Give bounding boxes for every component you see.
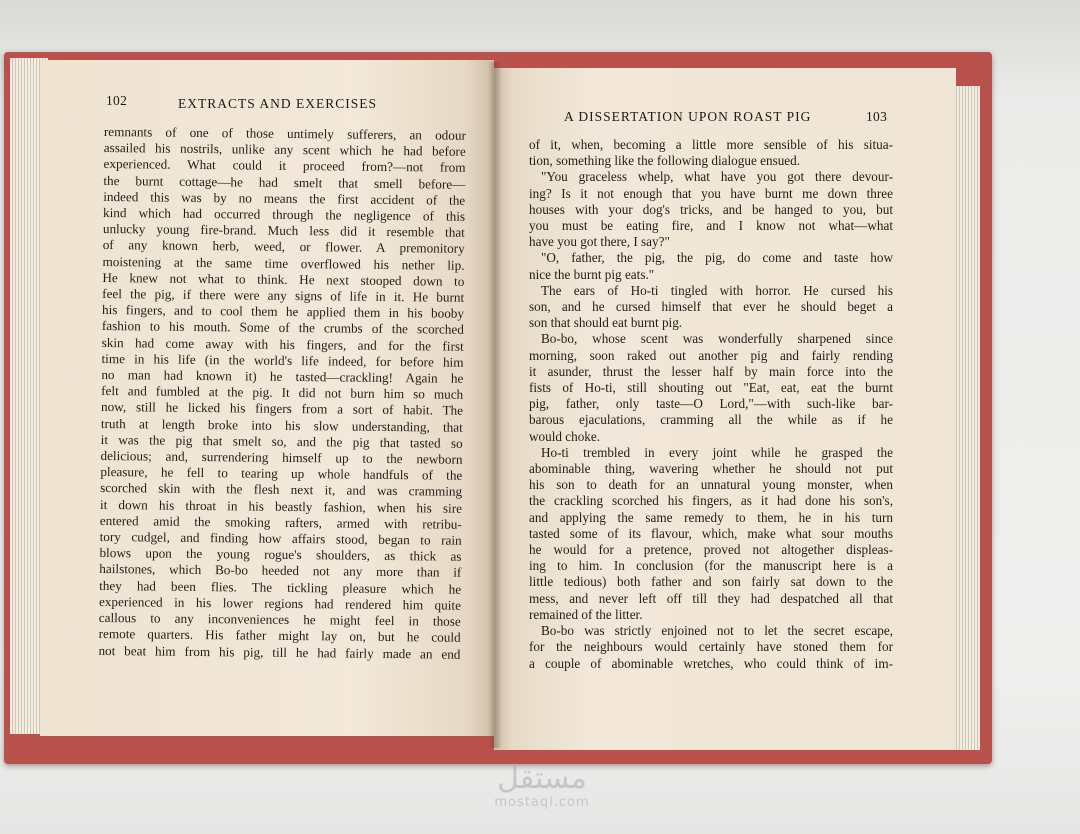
text-line: "O, father, the pig, the pig, do come and taste how: [541, 250, 893, 266]
text-line: fashion to his mouth. Some of the crumbs of the scorched: [101, 318, 464, 338]
page-number: 103: [866, 109, 888, 124]
text-line: "You graceless whelp, what have you got there devour-: [541, 169, 893, 185]
page-number: 102: [106, 93, 128, 108]
text-line: and applying the same remedy to them, he in his turn: [529, 509, 893, 525]
text-line: a couple of abominable wretches, who could think of im-: [529, 655, 893, 671]
text-line: have you got there, I say?": [529, 234, 670, 250]
text-line: son, and he cursed himself that ever he should beget a: [529, 299, 893, 315]
text-line: blows upon the young rogue's shoulders, as thick as: [99, 545, 462, 565]
text-line: his fingers, and to cool them he applied them in his booby: [101, 302, 465, 322]
text-line: Bo-bo was strictly enjoined not to let the secret escape,: [541, 623, 893, 639]
text-line: of it, when, becoming a little more sensible of his situa-: [529, 137, 893, 152]
text-line: pig, father, only taste—O Lord,"—with such-like bar-: [529, 396, 893, 412]
watermark-logo: [472, 762, 612, 818]
text-line: would choke.: [529, 428, 601, 444]
text-line: hailstones, which Bo-bo heeded not any more than if: [99, 561, 462, 581]
text-line: moistening at the same time overflowed his nether lip.: [102, 253, 465, 273]
text-line: skin had come away with his fingers, and for the first: [101, 334, 464, 354]
text-line: tory cudgel, and finding how affairs stood, began to rain: [99, 529, 462, 548]
text-line: barous ejaculations, cramming all the while as if he: [529, 412, 893, 428]
text-line: unlucky young fire-brand. Much less did it resemble that: [102, 221, 465, 241]
text-line: entered amid the smoking rafters, armed with retribu-: [99, 512, 462, 532]
text-line: it was the pig that smelt so, and the pig that tasted so: [100, 431, 463, 451]
text-line: experienced. What could it proceed from?—not from: [103, 156, 466, 176]
text-line: remote quarters. His father might lay on, but he could: [98, 626, 461, 646]
text-line: he would for a pretence, proved not altogether displeas-: [529, 542, 893, 558]
text-line: time in his life (in the world's life indeed, for before him: [101, 350, 464, 370]
text-line: delicious; and, surrendering himself up to the newborn: [100, 448, 463, 467]
text-line: the burnt cottage—he had smelt that smell before—: [103, 172, 466, 192]
text-line: feel the pig, if there were any signs of life in it. He burnt: [102, 286, 465, 305]
text-line: The ears of Ho-ti tingled with horror. He cursed his: [541, 282, 893, 298]
watermark-arabic: مستقل: [497, 761, 587, 796]
text-line: tasted some of its flavour, which, make what sour mouths: [529, 525, 893, 541]
text-line: scorched skin with the flesh next it, and was cramming: [100, 480, 463, 500]
text-line: kind which had occurred through the negligence of this: [102, 205, 466, 224]
text-line: for the neighbours would certainly have stoned them for: [529, 639, 893, 655]
watermark-latin: mostaql.com: [494, 795, 590, 810]
text-line: morning, soon raked out another pig and fairly rending: [529, 347, 893, 363]
text-line: houses with your dog's tricks, and be hanged to you, but: [529, 201, 893, 217]
text-line: experienced in his lower regions had rendered him quite: [98, 593, 462, 613]
book-gutter: [488, 62, 502, 748]
text-line: nice the burnt pig eats.": [529, 266, 655, 282]
text-line: ing? Is it not enough that you have burnt me down three: [529, 185, 893, 201]
text-line: it asunder, thrust the lesser half by main force into the: [529, 363, 893, 379]
text-line: abominable thing, wavering whether he should not put: [529, 461, 893, 477]
text-line: pleasure, he fell to tearing up whole handfuls of the: [100, 464, 463, 484]
text-line: mess, and never left off till they had despatched all that: [529, 590, 893, 606]
text-line: ing to him. In conclusion (for the manuscript here is a: [529, 558, 893, 574]
text-line: little tedious) both father and son fairly sat down to the: [529, 574, 893, 590]
page-body: [98, 124, 466, 662]
text-line: remained of the litter.: [529, 606, 643, 622]
text-line: remnants of one of those untimely sufferers, an odour: [103, 124, 466, 143]
left-page: [40, 60, 494, 736]
text-line: indeed this was by no means the first accident of the: [103, 188, 466, 208]
running-head: EXTRACTS AND EXERCISES: [178, 96, 378, 111]
text-line: truth at length broke into his slow understanding, that: [100, 415, 463, 435]
right-page: [494, 68, 956, 750]
text-line: no man had known it) he tasted—crackling! Again he: [101, 367, 464, 386]
text-line: Ho-ti trembled in every joint while he grasped the: [541, 444, 893, 460]
text-line: callous to any inconveniences he might feel in those: [98, 610, 461, 629]
text-line: felt and fumbled at the pig. It did not burn him so much: [101, 383, 464, 403]
text-line: you must be eating fire, and I know not what—what: [529, 218, 893, 234]
text-line: it down his throat in his beastly fashion, when his sire: [99, 496, 463, 516]
text-line: assailed his nostrils, unlike any scent which he had before: [103, 140, 466, 159]
text-line: Bo-bo, whose scent was wonderfully sharpened since: [541, 331, 893, 347]
text-line: He knew not what to think. He next stooped down to: [102, 269, 465, 289]
text-line: not beat him from his pig, till he had fairly made an end: [98, 642, 461, 662]
text-line: they had been flies. The tickling pleasure which he: [99, 577, 462, 597]
page-body: [529, 137, 893, 672]
text-line: now, still he licked his fingers from a sort of habit. The: [100, 399, 464, 419]
text-line: fists of Ho-ti, still shouting out "Eat, eat, eat the burnt: [529, 380, 893, 396]
text-line: tion, something like the following dialogue ensued.: [529, 153, 801, 169]
running-head: A DISSERTATION UPON ROAST PIG: [564, 109, 812, 124]
text-line: of any known herb, weed, or flower. A premonitory: [102, 237, 465, 257]
text-line: his son to death for an unnatural young monster, when: [529, 477, 893, 493]
text-line: son that should eat burnt pig.: [529, 315, 683, 331]
text-line: the crackling scorched his fingers, as it had done his son's,: [529, 493, 893, 509]
